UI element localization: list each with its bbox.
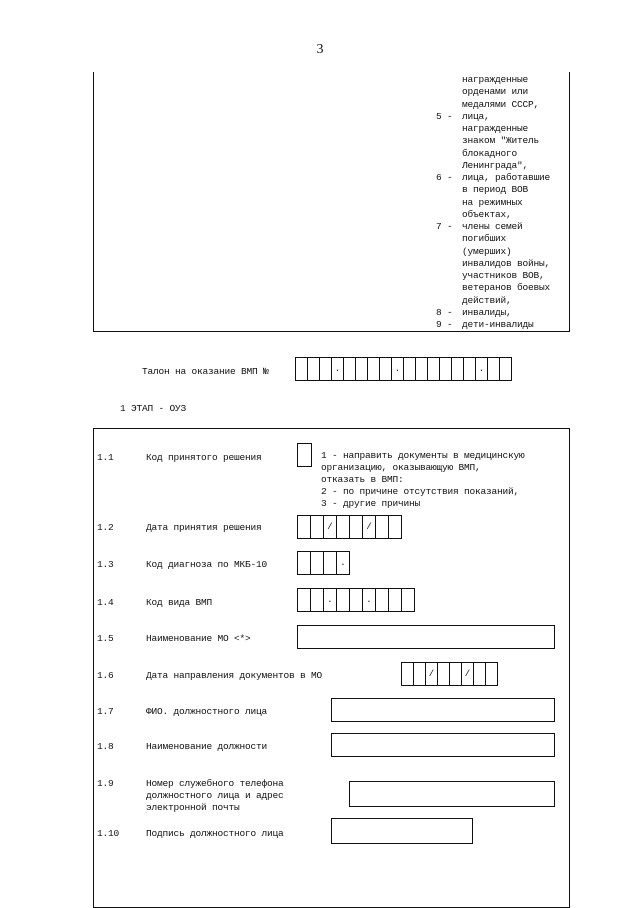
category-number	[436, 258, 462, 270]
row-1-9-label-line: должностного лица и адрес	[146, 790, 284, 801]
category-number	[436, 160, 462, 172]
entry-cell[interactable]	[310, 515, 324, 539]
category-line	[436, 233, 550, 245]
entry-cell[interactable]: /	[323, 515, 337, 539]
category-number	[436, 184, 462, 196]
entry-cell[interactable]	[336, 515, 350, 539]
entry-cell[interactable]: /	[362, 515, 376, 539]
category-text: награжденные	[462, 123, 529, 134]
entry-cell[interactable]	[375, 515, 389, 539]
entry-cell[interactable]	[499, 357, 512, 381]
row-1-5-label: Наименование МО <*>	[146, 633, 251, 644]
entry-cell[interactable]	[310, 588, 324, 612]
category-text: в период ВОВ	[462, 184, 529, 196]
category-number	[436, 282, 462, 294]
category-number	[436, 74, 462, 86]
row-1-2-number: 1.2	[97, 522, 114, 533]
category-text: Ленинграда",	[462, 159, 529, 171]
category-line	[436, 307, 550, 319]
category-text: орденами или	[462, 86, 529, 98]
category-text: лица, работавшие	[462, 172, 551, 183]
decision-code-cell[interactable]	[297, 443, 312, 467]
row-1-4-number: 1.4	[97, 597, 114, 608]
entry-cell[interactable]	[388, 515, 402, 539]
row-1-7-number: 1.7	[97, 706, 114, 717]
category-text: погибших	[462, 233, 507, 245]
category-line	[436, 209, 550, 221]
category-text: объектах,	[462, 208, 512, 220]
decision-option-line: 1 - направить документы в медицинскую	[321, 450, 525, 461]
category-number: 5 -	[436, 110, 453, 122]
entry-cell[interactable]	[375, 588, 389, 612]
category-number	[436, 246, 462, 258]
category-text: лица,	[462, 110, 490, 122]
row-1-9-number: 1.9	[97, 778, 114, 789]
category-text: ветеранов боевых	[462, 282, 551, 294]
category-number	[436, 295, 462, 307]
row-1-10-label: Подпись должностного лица	[146, 828, 284, 839]
row-1-3-number: 1.3	[97, 559, 114, 570]
category-number	[436, 99, 462, 111]
category-text: награжденные	[462, 74, 529, 85]
entry-cell[interactable]	[297, 588, 311, 612]
entry-cell[interactable]: /	[425, 662, 438, 686]
category-text: блокадного	[462, 147, 518, 159]
category-text: медалями СССР,	[462, 98, 540, 110]
talon-number-cells	[295, 357, 512, 381]
category-line	[436, 123, 550, 135]
category-line	[436, 86, 550, 98]
decision-option-line: 3 - другие причины	[321, 498, 421, 509]
category-line	[436, 99, 550, 111]
category-line	[436, 111, 550, 123]
row-1-9-label-line: Номер служебного телефона	[146, 778, 284, 789]
decision-code-options	[321, 450, 525, 510]
category-list	[436, 74, 550, 331]
entry-cell[interactable]	[297, 551, 311, 575]
row-1-6-label: Дата направления документов в МО	[146, 670, 323, 681]
row-1-8-label: Наименование должности	[146, 741, 268, 752]
phone-email-field[interactable]	[349, 781, 555, 807]
entry-cell[interactable]	[388, 588, 402, 612]
category-number	[436, 197, 462, 209]
category-number	[436, 148, 462, 160]
category-text: на режимных	[462, 196, 523, 208]
category-number: 6 -	[436, 172, 453, 183]
diagnosis-code-cells[interactable]	[297, 551, 350, 575]
top-section-right-border	[569, 72, 570, 332]
category-line	[436, 197, 550, 209]
category-number: 8 -	[436, 306, 453, 318]
category-text: инвалиды,	[462, 306, 512, 318]
entry-cell[interactable]	[349, 588, 363, 612]
category-number	[436, 86, 462, 98]
category-line	[436, 221, 550, 233]
category-text: участников ВОВ,	[462, 270, 545, 281]
entry-cell[interactable]: .	[331, 357, 344, 381]
referral-date-cells[interactable]	[401, 662, 498, 686]
entry-cell[interactable]: .	[362, 588, 376, 612]
page-number: 3	[316, 42, 324, 57]
entry-cell[interactable]: .	[475, 357, 488, 381]
vmp-type-code-cells[interactable]	[297, 588, 415, 612]
category-number	[436, 135, 462, 147]
mo-name-field[interactable]	[297, 625, 555, 649]
entry-cell[interactable]	[323, 551, 337, 575]
category-text: знаком "Житель	[462, 135, 540, 147]
row-1-8-number: 1.8	[97, 741, 114, 752]
category-number	[436, 209, 462, 221]
entry-cell[interactable]	[349, 515, 363, 539]
row-1-10-number: 1.10	[97, 828, 120, 839]
category-number: 7 -	[436, 221, 453, 232]
position-name-field[interactable]	[331, 733, 555, 757]
category-text: (умерших)	[462, 245, 512, 257]
official-full-name-field[interactable]	[331, 698, 555, 722]
entry-cell[interactable]	[485, 662, 498, 686]
entry-cell[interactable]: .	[336, 551, 350, 575]
row-1-7-label: ФИО. должностного лица	[146, 706, 268, 717]
row-1-1-label: Код принятого решения	[146, 452, 262, 463]
category-text: инвалидов войны,	[462, 257, 551, 269]
category-line	[436, 160, 550, 172]
category-number	[436, 123, 462, 135]
row-1-4-label: Код вида ВМП	[146, 597, 213, 608]
category-line	[436, 282, 550, 294]
row-1-5-number: 1.5	[97, 633, 114, 644]
entry-cell[interactable]	[297, 515, 311, 539]
decision-date-cells[interactable]	[297, 515, 402, 539]
category-line	[436, 172, 550, 184]
signature-field[interactable]	[331, 818, 473, 844]
category-text: действий,	[462, 294, 512, 306]
category-line	[436, 135, 550, 147]
category-line	[436, 270, 550, 282]
decision-option-line: 2 - по причине отсутствия показаний,	[321, 486, 520, 497]
category-number	[436, 233, 462, 245]
entry-cell[interactable]	[401, 588, 415, 612]
category-text: члены семей	[462, 221, 523, 232]
row-1-9-label	[146, 778, 284, 814]
decision-option-line: организацию, оказывающую ВМП,	[321, 462, 481, 473]
category-line	[436, 246, 550, 258]
category-number: 9 -	[436, 319, 453, 330]
category-line	[436, 74, 550, 86]
talon-label: Талон на оказание ВМП №	[142, 366, 269, 377]
category-line	[436, 148, 550, 160]
stage-title: 1 ЭТАП - ОУЗ	[120, 403, 187, 414]
entry-cell[interactable]	[336, 588, 350, 612]
category-number	[436, 270, 462, 282]
entry-cell[interactable]	[310, 551, 324, 575]
category-line	[436, 184, 550, 196]
row-1-2-label: Дата принятия решения	[146, 522, 262, 533]
entry-cell[interactable]: /	[461, 662, 474, 686]
category-line	[436, 258, 550, 270]
row-1-3-label: Код диагноза по МКБ-10	[146, 559, 268, 570]
row-1-1-number: 1.1	[97, 452, 114, 463]
entry-cell[interactable]: .	[391, 357, 404, 381]
category-line	[436, 295, 550, 307]
row-1-9-label-line: электронной почты	[146, 802, 240, 813]
decision-option-line: отказать в ВМП:	[321, 474, 404, 485]
top-section-left-border	[93, 72, 94, 332]
entry-cell[interactable]: .	[323, 588, 337, 612]
category-line	[436, 319, 550, 331]
category-text: дети-инвалиды	[462, 319, 534, 330]
row-1-6-number: 1.6	[97, 670, 114, 681]
